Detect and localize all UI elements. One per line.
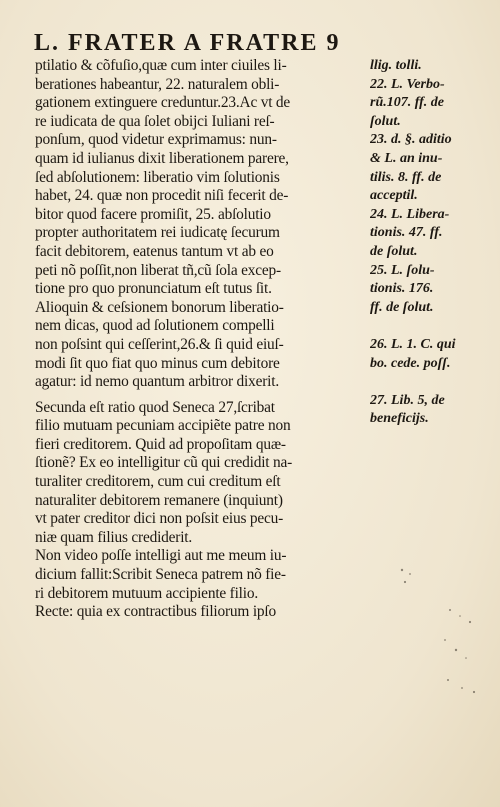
text-line: fieri creditorem. Quid ad propoſitam quæ- — [35, 435, 286, 453]
margin-notes-column — [370, 57, 480, 429]
text-line: dicium fallit:Scribit Seneca patrem nõ fie- — [35, 566, 286, 584]
margin-note: llig. tolli. — [370, 58, 422, 73]
main-text-column — [35, 57, 365, 622]
margin-note: tilis. 8. ff. de — [370, 169, 442, 185]
margin-note: tionis. 176. — [370, 281, 434, 297]
text-line: non poſsint qui ceſſerint,26.& ſi quid eiuſ- — [35, 335, 284, 353]
text-line: peti nõ poſſit,non liberat tñ,cũ ſola excep- — [35, 261, 281, 279]
margin-note: 23. d. §. aditio — [370, 132, 452, 148]
text-line: vt pater creditor dici non poſsit eius pecu- — [35, 510, 284, 528]
text-line: Recte: quia ex contractibus filiorum ipſo — [35, 603, 276, 621]
margin-note: tionis. 47. ff. — [370, 225, 443, 241]
text-line: quam id iulianus dixit liberationem parere, — [35, 149, 289, 167]
margin-note: 24. L. Libera- — [370, 206, 450, 222]
margin-note: de ſolut. — [370, 243, 418, 259]
text-line: tione pro quo pronunciatum eſt tutus ſit. — [35, 280, 272, 298]
margin-note: ſolut. — [370, 113, 401, 129]
text-line: nem dicas, quod ad ſolutionem compelli — [35, 317, 275, 335]
text-line: Non video poſſe intelligi aut me meum iu- — [35, 547, 287, 565]
ink-bleed-marks — [390, 560, 490, 700]
margin-note: bo. cede. poſſ. — [370, 355, 451, 371]
text-line: habet, 24. quæ non procedit niſi fecerit de- — [35, 187, 289, 205]
running-header: L. FRATER A FRATRE 9 — [34, 30, 341, 56]
text-line: filio mutuam pecuniam accipiẽte patre non — [35, 417, 291, 435]
margin-note: 27. Lib. 5, de — [370, 392, 445, 408]
text-line: turaliter creditorem, cum cui creditum eſt — [35, 473, 281, 491]
margin-note: rũ.107. ff. de — [370, 95, 445, 111]
text-line: propter authoritatem rei iudicatę ſecurum — [35, 224, 280, 242]
text-line: ſed abſolutionem: liberatio vim ſolutionis — [35, 168, 280, 186]
margin-note: 25. L. ſolu- — [370, 262, 435, 278]
margin-note: & L. an inu- — [370, 150, 443, 166]
margin-note: acceptil. — [370, 188, 418, 204]
margin-note: ff. de ſolut. — [370, 299, 434, 315]
text-line: ponſum, quod videtur exprimamus: nun- — [35, 131, 277, 149]
text-line: gationem extinguere creduntur.23.Ac vt de — [35, 94, 291, 112]
margin-note: 22. L. Verbo- — [370, 76, 445, 92]
text-line: modi ſit quo fiat quo minus cum debitore — [35, 354, 280, 372]
margin-note: 26. L. 1. C. qui — [370, 336, 456, 352]
text-line: Secunda eſt ratio quod Seneca 27,ſcribat — [35, 398, 275, 416]
text-line: bitor quod facere promiſit, 25. abſolutio — [35, 205, 271, 223]
text-line: naturaliter debitorem remanere (inquiunt) — [35, 491, 283, 509]
text-line: ri debitorem mutuum accipiente filio. — [35, 584, 258, 602]
margin-note — [370, 317, 480, 336]
text-line: re iudicata de qua ſolet obijci Iuliani reſ- — [35, 112, 275, 130]
text-line: Alioquin & ceſsionem bonorum liberatio- — [35, 298, 284, 316]
text-line: ptilatio & cõfuſio,quæ cum inter ciuiles li- — [35, 57, 287, 74]
text-line: berationes habeantur, 22. naturalem obli- — [35, 75, 280, 93]
text-line: facit debitorem, eatenus tantum vt ab eo — [35, 242, 274, 260]
text-line: ſtionẽ? Ex eo intelligitur cũ qui credidit na- — [35, 454, 293, 472]
text-line: niæ quam filius crediderit. — [35, 528, 193, 546]
margin-note — [370, 373, 480, 392]
margin-note: beneficijs. — [370, 411, 429, 427]
text-line: agatur: id nemo quantum arbitror dixerit. — [35, 373, 279, 391]
